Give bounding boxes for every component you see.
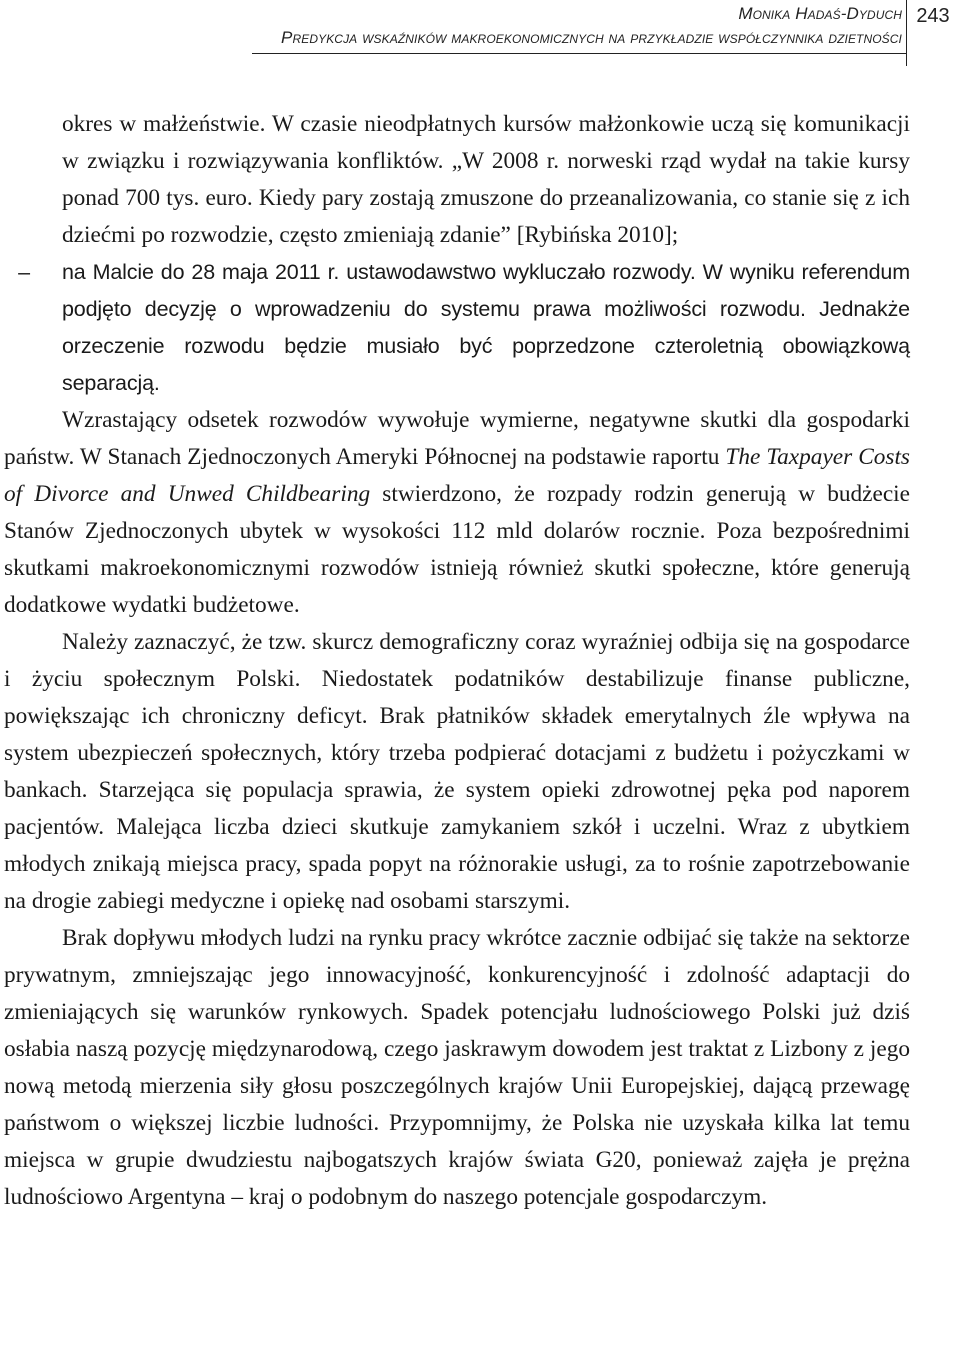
header-rule	[252, 53, 906, 54]
running-head-author: Monika Hadaś-Dyduch	[738, 4, 902, 23]
list-item	[4, 254, 910, 402]
paragraph-text: stwierdzono, że rozpady rodzin generują w budżecie Stanów Zjednoczonych ubytek w wysokości 112 mld dolarów rocznie. Poza bezpośrednimi skutkami makroekonomicznymi rozwodów istnieją również skutki społeczne, które generują dodatkowe wydatki budżetowe.	[4, 481, 910, 618]
list-item-text: okres w małżeństwie. W czasie nieodpłatnych kursów małżonkowie uczą się komunikacji w związku i rozwiązywania konfliktów. „W 2008 r. norweski rząd wydał na takie kursy ponad 700 tys. euro. Kiedy pary zostają zmuszone do przeanalizowania, co stanie się z ich dziećmi po rozwodzie, często zmieniają zdanie” [Rybińska 2010];	[62, 111, 910, 248]
paragraph	[4, 402, 910, 624]
paragraph-text: Wzrastający odsetek rozwodów wywołuje wymierne, negatywne skutki dla gospodarki państw. W Stanach Zjednoczonych Ameryki Północnej na podstawie raportu	[4, 407, 910, 470]
report-title: The Taxpayer Costs of Divorce and Unwed Childbearing	[4, 444, 910, 507]
list-item-continued	[4, 106, 910, 254]
running-header	[0, 0, 960, 72]
paragraph	[4, 920, 910, 1216]
page-number: 243	[916, 5, 950, 27]
running-head-title: Predykcja wskaźników makroekonomicznych na przykładzie współczynnika dzietności	[281, 28, 902, 47]
body-text	[4, 106, 910, 1216]
running-head	[281, 2, 902, 50]
list-dash	[4, 254, 44, 291]
paragraph-text: Brak dopływu młodych ludzi na rynku pracy wkrótce zacznie odbijać się także na sektorze prywatnym, zmniejszając jego innowacyjność, konkurencyjność i zdolność adaptacji do zmieniających się warunków rynkowych. Spadek potencjału ludnościowego Polski już dziś osłabia naszą pozycję międzynarodową, czego jaskrawym dowodem jest traktat z Lizbony z jego nową metodą mierzenia siły głosu poszczególnych krajów Unii Europejskiej, dającą przewagę państwom o większej liczbie ludności. Przypomnijmy, że Polska nie uzyskała kilka lat temu miejsca w grupie dwudziestu najbogatszych krajów świata G20, ponieważ zajęła je prężna ludnościowo Argentyna – kraj o podobnym do naszego potencjale gospodarczym.	[4, 925, 910, 1210]
paragraph-text: Należy zaznaczyć, że tzw. skurcz demograficzny coraz wyraźniej odbija się na gospodarce i życiu społecznym Polski. Niedostatek podatników destabilizuje finanse publiczne, powiększając ich chroniczny deficyt. Brak płatników składek emerytalnych źle wpływa na system ubezpieczeń społecznych, który trzeba podpierać dotacjami z budżetu i pożyczkami w bankach. Starzejąca się populacja sprawia, że system opieki zdrowotnej pęka pod naporem pacjentów. Malejąca liczba dzieci skutkuje zamykaniem szkół i uczelni. Wraz z ubytkiem młodych znikają miejsca pracy, spada popyt na różnorakie usługi, za to rośnie zapotrzebowanie na drogie zabiegi medyczne i opiekę nad osobami starszymi.	[4, 629, 910, 914]
paragraph	[4, 624, 910, 920]
list-item-text: na Malcie do 28 maja 2011 r. ustawodawstwo wykluczało rozwody. W wyniku referendum podjęto decyzję o wprowadzeniu do systemu prawa możliwości rozwodu. Jednakże orzeczenie rozwodu będzie musiało być poprzedzone czteroletnią obowiązkową separacją.	[62, 260, 910, 395]
